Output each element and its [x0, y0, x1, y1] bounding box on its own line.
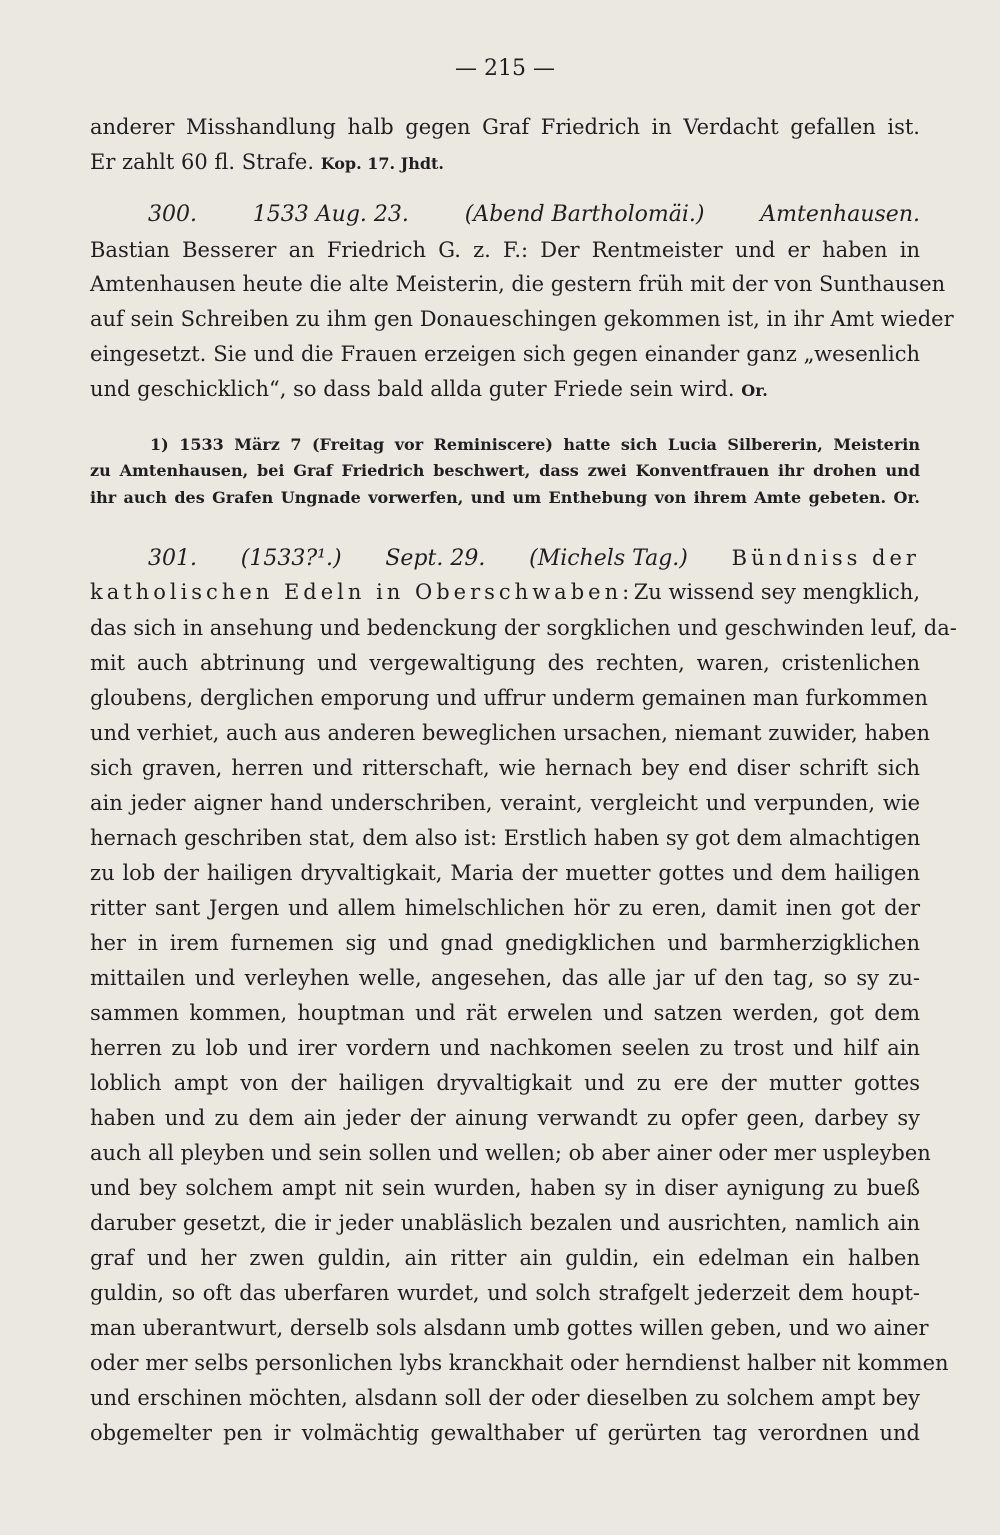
footnote-line: 1) 1533 März 7 (Freitag vor Reminiscere) hatte sich Lucia Silbererin, Meisterin [150, 435, 920, 454]
text-line: zu lob der hailigen dryvaltigkait, Maria der muetter gottes und dem hailigen [90, 861, 920, 885]
text-line: hernach geschriben stat, dem also ist: Erstlich haben sy got dem almachtigen [90, 826, 921, 850]
text-line: das sich in ansehung und bedenckung der sorgklichen und geschwinden leuf, da- [90, 616, 957, 640]
text-line [90, 379, 920, 400]
entry-place: Amtenhausen. [760, 202, 920, 227]
text-line: obgemelter pen ir volmächtig gewalthaber uf gerürten tag verordnen und [90, 1421, 920, 1445]
text-line: graf und her zwen guldin, ain ritter ain guldin, ein edelman ein halben [90, 1246, 920, 1270]
footnote-line: ihr auch des Grafen Ungnade vorwerfen, und um Enthebung von ihrem Amte gebeten. Or. [90, 488, 920, 507]
entry-day: (Michels Tag.) [529, 546, 688, 571]
text-line: loblich ampt von der hailigen dryvaltigkait und zu ere der mutter gottes [90, 1071, 920, 1095]
text-line: oder mer selbs personlichen lybs kranckhait oder herndienst halber nit kommen [90, 1351, 949, 1375]
text-span: Zu wissend sey mengklich, [633, 580, 920, 604]
text-line: eingesetzt. Sie und die Frauen erzeigen sich gegen einander ganz „wesenlich [90, 342, 920, 366]
text-line: und verhiet, auch aus anderen beweglichen ursachen, niemant zuwider, haben [90, 721, 930, 745]
text-line: auf sein Schreiben zu ihm gen Donaueschingen gekommen ist, in ihr Amt wieder [90, 307, 954, 331]
text-span: und geschicklich“, so dass bald allda guter Friede sein wird. [90, 377, 735, 401]
text-line: guldin, so oft das uberfaren wurdet, und solch strafgelt jederzeit dem houpt- [90, 1281, 920, 1305]
entry-title: Bündniss der [731, 546, 920, 570]
text-line: haben und zu dem ain jeder der ainung verwandt zu opfer geen, darbey sy [90, 1106, 920, 1130]
entry-heading-301 [90, 548, 920, 570]
text-line: sich graven, herren und ritterschaft, wie hernach bey end diser schrift sich [90, 756, 920, 780]
text-line: und erschinen möchten, alsdann soll der oder dieselben zu solchem ampt bey [90, 1386, 920, 1410]
entry-date: 1533 Aug. 23. [252, 202, 409, 227]
text-line: und bey solchem ampt nit sein wurden, haben sy in diser aynigung zu bueß [90, 1176, 920, 1200]
text-line: herren zu lob und irer vordern und nachkomen seelen zu trost und hilf ain [90, 1036, 920, 1060]
footnote-line: zu Amtenhausen, bei Graf Friedrich beschwert, dass zwei Konventfrauen ihr drohen und [90, 461, 920, 480]
text-line: man uberantwurt, derselb sols alsdann umb gottes willen geben, und wo ainer [90, 1316, 929, 1340]
text-line [90, 582, 920, 603]
entry-title: katholischen Edeln in Oberschwaben: [90, 580, 634, 604]
text-line: sammen kommen, houptman und rät erwelen und satzen werden, got dem [90, 1001, 920, 1025]
text-line: anderer Misshandlung halb gegen Graf Friedrich in Verdacht gefallen ist. [90, 115, 920, 139]
text-line: auch all pleyben und sein sollen und wellen; ob aber ainer oder mer uspleyben [90, 1141, 931, 1165]
entry-heading-300 [90, 204, 920, 226]
text-line: daruber gesetzt, die ir jeder unabläslich bezalen und ausrichten, namlich ain [90, 1211, 920, 1235]
source-note: Or. [741, 381, 768, 400]
entry-date: (1533?¹.) [240, 546, 342, 571]
text-line: Amtenhausen heute die alte Meisterin, die gestern früh mit der von Sunthausen [90, 272, 946, 296]
text-line: Bastian Besserer an Friedrich G. z. F.: Der Rentmeister und er haben in [90, 238, 920, 262]
entry-month: Sept. 29. [385, 546, 486, 571]
entry-number: 300. [148, 202, 197, 227]
source-note: Kop. 17. Jhdt. [320, 154, 444, 173]
text-line: ritter sant Jergen und allem himelschlichen hör zu eren, damit inen got der [90, 896, 920, 920]
text-line: her in irem furnemen sig und gnad gnedigklichen und barmherzigklichen [90, 931, 920, 955]
text-line: ain jeder aigner hand underschriben, veraint, vergleicht und verpunden, wie [90, 791, 920, 815]
text-span: Er zahlt 60 fl. Strafe. [90, 150, 314, 174]
text-line: gloubens, derglichen emporung und uffrur underm gemainen man furkommen [90, 686, 928, 710]
text-line: mittailen und verleyhen welle, angesehen, das alle jar uf den tag, so sy zu- [90, 966, 920, 990]
page-number: — 215 — [455, 56, 555, 81]
entry-number: 301. [148, 546, 197, 571]
text-line: mit auch abtrinung und vergewaltigung des rechten, waren, cristenlichen [90, 651, 920, 675]
entry-day: (Abend Bartholomäi.) [464, 202, 705, 227]
text-line [90, 152, 920, 173]
